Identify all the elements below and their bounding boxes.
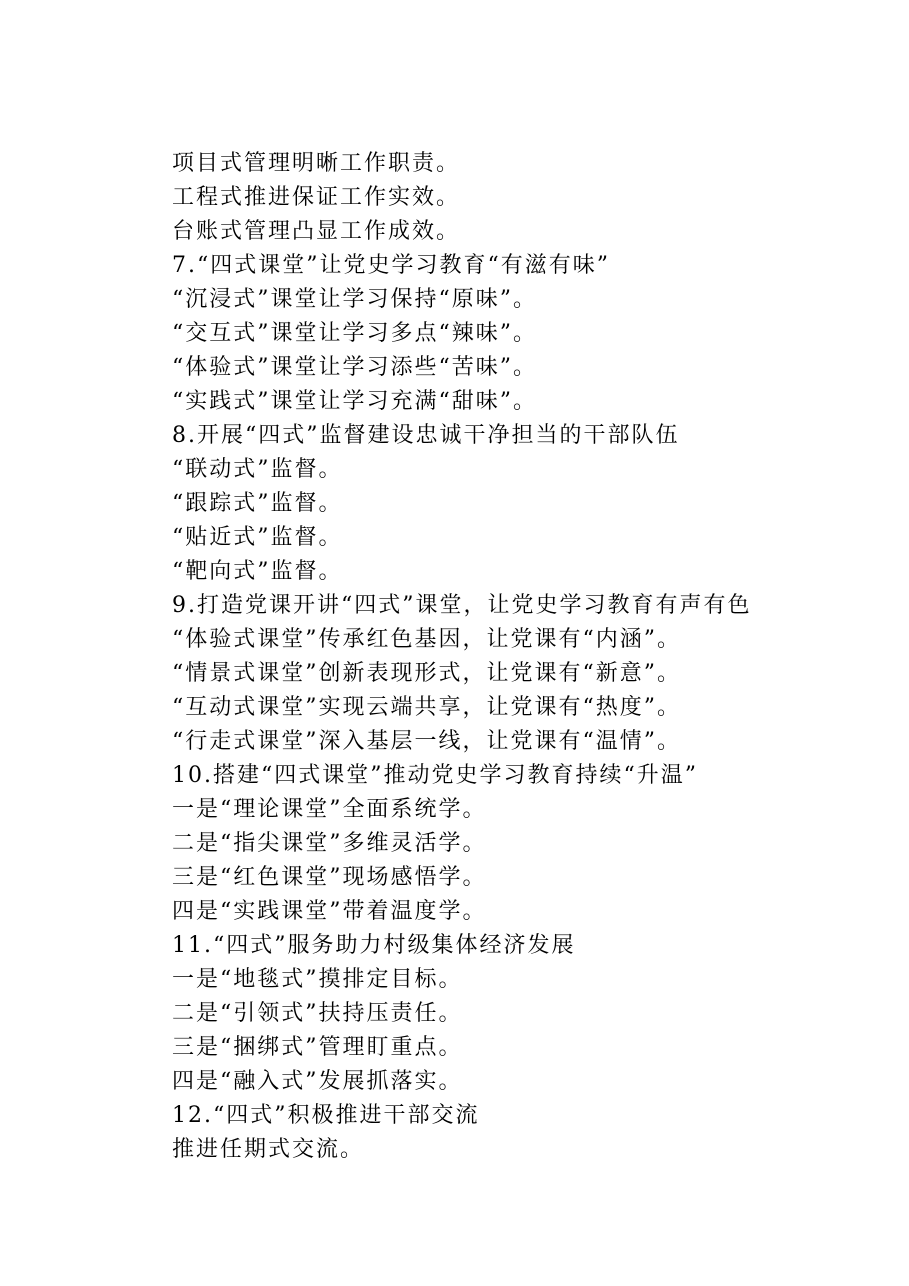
text-line: “情景式课堂”创新表现形式，让党课有“新意”。	[172, 661, 681, 686]
text-line: 三是“红色课堂”现场感悟学。	[172, 865, 487, 890]
text-line: 一是“地毯式”摸排定目标。	[172, 967, 463, 992]
text-line: “沉浸式”课堂让学习保持“原味”。	[172, 287, 537, 312]
text-line: “交互式”课堂让学习多点“辣味”。	[172, 321, 537, 346]
text-line: “体验式课堂”传承红色基因，让党课有“内涵”。	[172, 627, 681, 652]
text-line: 工程式推进保证工作实效。	[172, 185, 461, 210]
document-body	[172, 147, 892, 1167]
section-heading-10: 10.搭建“四式课堂”推动党史学习教育持续“升温”	[172, 763, 698, 788]
text-line: “靶向式”监督。	[172, 559, 343, 584]
section-heading-8: 8.开展“四式”监督建设忠诚干净担当的干部队伍	[172, 423, 680, 448]
section-heading-9: 9.打造党课开讲“四式”课堂，让党史学习教育有声有色	[172, 593, 752, 618]
text-line: 台账式管理凸显工作成效。	[172, 219, 461, 244]
text-line: “互动式课堂”实现云端共享，让党课有“热度”。	[172, 695, 681, 720]
section-heading-12: 12.“四式”积极推进干部交流	[172, 1103, 480, 1128]
text-line: “体验式”课堂让学习添些“苦味”。	[172, 355, 537, 380]
text-line: “实践式”课堂让学习充满“甜味”。	[172, 389, 537, 414]
text-line: 四是“融入式”发展抓落实。	[172, 1069, 463, 1094]
text-line: 推进任期式交流。	[172, 1137, 365, 1162]
text-line: 一是“理论课堂”全面系统学。	[172, 797, 487, 822]
text-line: “行走式课堂”深入基层一线，让党课有“温情”。	[172, 729, 681, 754]
text-line: 二是“指尖课堂”多维灵活学。	[172, 831, 487, 856]
text-line: “联动式”监督。	[172, 457, 343, 482]
text-line: 项目式管理明晰工作职责。	[172, 151, 461, 176]
section-heading-7: 7.“四式课堂”让党史学习教育“有滋有味”	[172, 253, 610, 278]
text-line: 三是“捆绑式”管理盯重点。	[172, 1035, 463, 1060]
text-line: “跟踪式”监督。	[172, 491, 343, 516]
text-line: 四是“实践课堂”带着温度学。	[172, 899, 487, 924]
text-line: 二是“引领式”扶持压责任。	[172, 1001, 463, 1026]
text-line: “贴近式”监督。	[172, 525, 343, 550]
section-heading-11: 11.“四式”服务助力村级集体经济发展	[172, 933, 576, 958]
